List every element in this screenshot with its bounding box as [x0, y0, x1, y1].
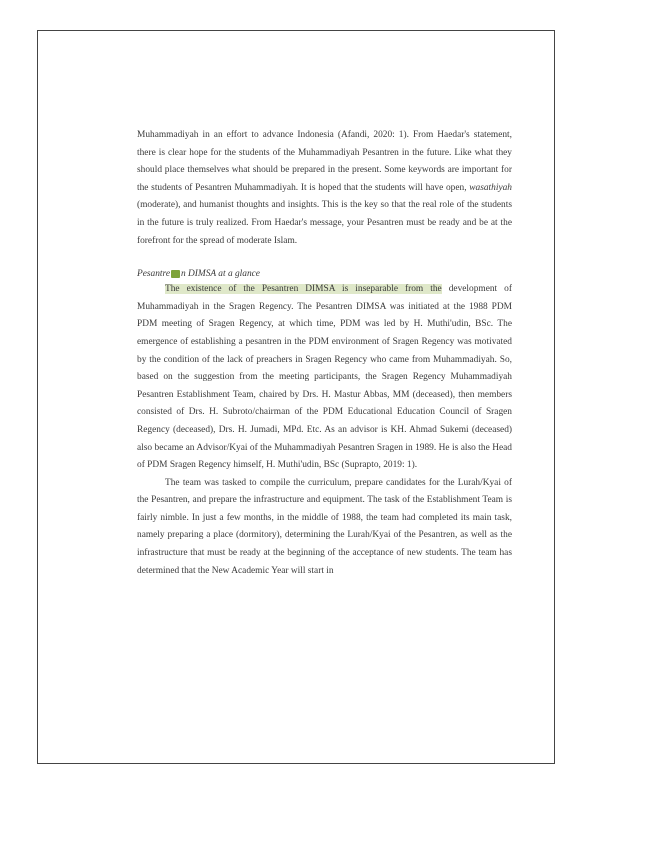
paragraph-1-text: Muhammadiyah in an effort to advance Indonesia (Afandi, 2020: 1). From Haedar's statement, there is clear hope for the students of the Muhammadiyah Pesantren in the future. Like what they should place themselves what should be prepared in the present. Some keywords are important for the students of Pesantren Muhammadiyah. It is hoped that the students will have open,: [137, 130, 512, 193]
page-body: [137, 127, 512, 580]
paragraph-1-text-rest: (moderate), and humanist thoughts and insights. This is the key so that the real role of the students in the future is truly realized. From Haedar's message, your Pesantren must be ready and be at the forefront for the spread of moderate Islam.: [137, 200, 512, 246]
document-page: [37, 30, 555, 764]
paragraph-2: [137, 281, 512, 475]
section-heading-end: n DIMSA at a glance: [180, 269, 260, 280]
section-heading: [137, 267, 512, 281]
paragraph-1-italic-term: wasathiyah: [469, 182, 512, 193]
paragraph-3: The team was tasked to compile the curriculum, prepare candidates for the Lurah/Kyai of the Pesantren, and prepare the infrastructure and equipment. The task of the Establishment Team is fairly nimble. In just a few months, in the middle of 1988, the team had completed its main task, namely preparing a place (dormitory), determining the Lurah/Kyai of the Pesantren, as well as the infrastructure that must be ready at the beginning of the acceptance of new students. The team has determined that the New Academic Year will start in: [137, 477, 512, 576]
highlighted-text[interactable]: The existence of the Pesantren DIMSA is inseparable from the: [165, 284, 442, 295]
section-heading-start: Pesantre: [137, 269, 170, 280]
paragraph-2-text: development of Muhammadiyah in the Sragen Regency. The Pesantren DIMSA was initiated at the 1988 PDM PDM meeting of Sragen Regency, at which time, PDM was led by H. Muthi'udin, BSc. The emergence of establishing a pesantren in the PDM environment of Sragen Regency was motivated by the condition of the lack of preachers in Sragen Regency who came from Muhammadiyah. So, based on the suggestion from the meeting participants, the Sragen Regency Muhammadiyah Pesantren Establishment Team, chaired by Drs. H. Mastur Abbas, MM (deceased), then members consisted of Drs. H. Subroto/chairman of the PDM Educational Education Council of Sragen Regency (deceased), Drs. H. Jumadi, MPd. Etc. As an advisor is KH. Ahmad Sukemi (deceased) also became an Advisor/Kyai of the Muhammadiyah Pesantren Sragen in 1989. He is also the Head of PDM Sragen Regency himself, H. Muthi'udin, BSc (Suprapto, 2019: 1).: [137, 284, 512, 471]
annotation-marker-icon[interactable]: [171, 270, 180, 278]
paragraph-1: [137, 127, 512, 250]
